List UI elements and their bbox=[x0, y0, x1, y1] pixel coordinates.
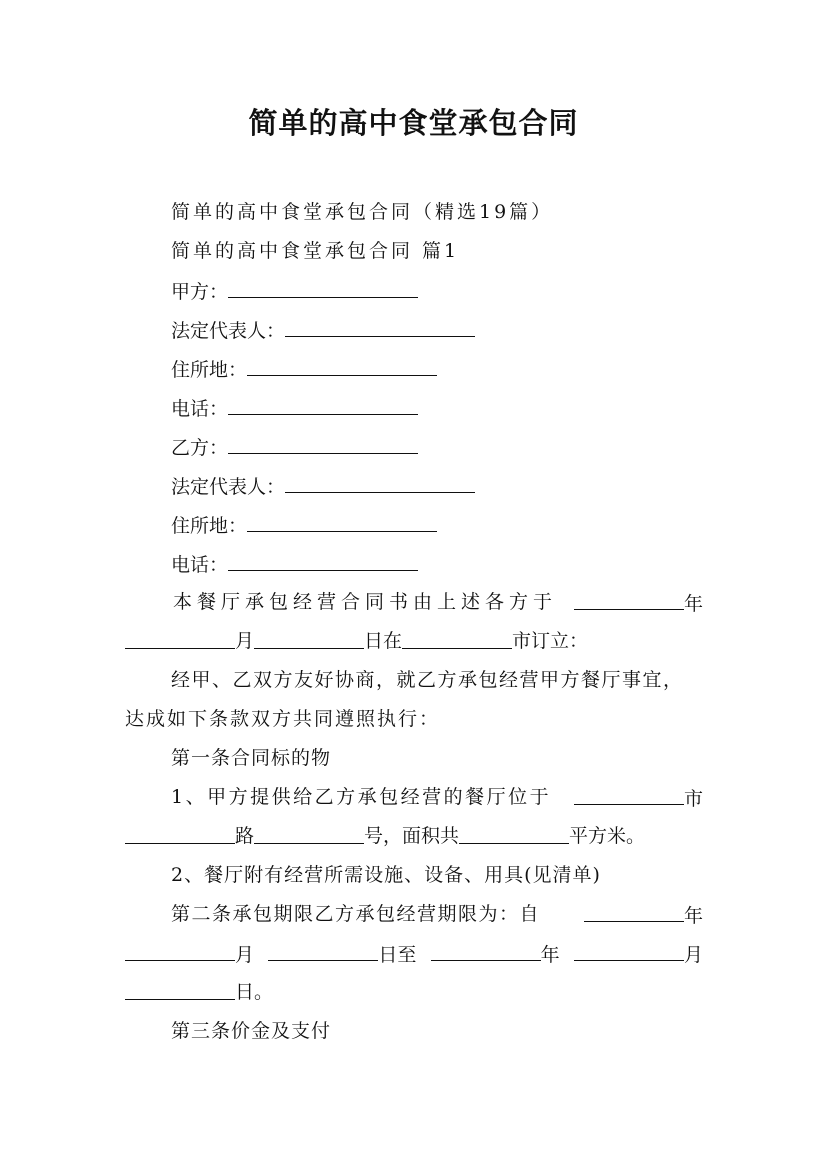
intro-city-blank bbox=[402, 628, 512, 649]
party-b-address-label: 住所地： bbox=[171, 515, 248, 537]
intro-year-blank bbox=[574, 589, 684, 610]
party-a-rep-label: 法定代表人： bbox=[171, 320, 286, 342]
article-2-line-3 bbox=[125, 979, 703, 1005]
party-b-rep-line bbox=[171, 472, 475, 500]
article-2-month2-group bbox=[574, 940, 703, 968]
intro-line-2 bbox=[125, 628, 703, 654]
document-title: 简单的高中食堂承包合同 bbox=[248, 106, 579, 140]
article-2-day-blank bbox=[268, 940, 378, 961]
party-a-blank bbox=[228, 277, 418, 298]
article-2-month-label: 月 bbox=[235, 944, 255, 966]
article-1-heading: 第一条合同标的物 bbox=[171, 747, 332, 769]
intro-text: 本餐厅承包经营合同书由上述各方于 bbox=[173, 591, 558, 613]
article-2-month2-label: 月 bbox=[683, 944, 703, 966]
article-2-year2-group bbox=[431, 940, 560, 968]
article-2-day-to-label: 日至 bbox=[378, 944, 417, 966]
party-b-phone-line bbox=[171, 550, 418, 578]
article-1-number-blank bbox=[254, 823, 364, 844]
article-1-city-group bbox=[574, 784, 703, 812]
article-1-sqm-label: 平方米。 bbox=[569, 825, 646, 847]
article-2-month-blank bbox=[125, 940, 235, 961]
article-2-day-end-label: 日。 bbox=[235, 981, 274, 1003]
article-2-month2-blank bbox=[574, 940, 684, 961]
article-1-road-blank bbox=[125, 823, 235, 844]
article-1-number-label: 号，面积共 bbox=[364, 825, 460, 847]
article-1-item-1-text: 1、甲方提供给乙方承包经营的餐厅位于 bbox=[171, 786, 552, 808]
article-2-year2-blank bbox=[431, 940, 541, 961]
party-a-address-label: 住所地： bbox=[171, 359, 248, 381]
intro-line-1 bbox=[125, 589, 703, 617]
intro-month-label: 月 bbox=[235, 630, 255, 652]
article-1-area-blank bbox=[459, 823, 569, 844]
party-a-rep-blank bbox=[285, 316, 475, 337]
section-heading: 简单的高中食堂承包合同 篇1 bbox=[171, 240, 460, 262]
party-a-rep-line bbox=[171, 316, 475, 344]
intro-year-label: 年 bbox=[683, 593, 703, 615]
party-b-blank bbox=[228, 433, 418, 454]
article-1-road-label: 路 bbox=[235, 825, 255, 847]
article-2-year-label: 年 bbox=[683, 905, 703, 927]
article-1-item-1-line-1 bbox=[125, 784, 703, 812]
party-b-rep-label: 法定代表人： bbox=[171, 476, 286, 498]
party-a-phone-blank bbox=[228, 394, 418, 415]
article-2-month-group bbox=[125, 940, 254, 968]
article-3-heading: 第三条价金及支付 bbox=[171, 1020, 332, 1042]
article-2-end-day-blank bbox=[125, 979, 235, 1000]
article-1-item-2: 2、餐厅附有经营所需设施、设备、用具(见清单) bbox=[171, 864, 601, 886]
preamble-text-2: 达成如下条款双方共同遵照执行： bbox=[125, 708, 441, 730]
party-b-phone-blank bbox=[228, 550, 418, 571]
intro-year-group bbox=[574, 589, 703, 617]
article-2-line-2 bbox=[125, 940, 703, 968]
preamble-line-1 bbox=[125, 667, 703, 693]
party-a-line bbox=[171, 277, 418, 305]
party-b-address-line bbox=[171, 511, 437, 539]
article-2-text: 第二条承包期限乙方承包经营期限为：自 bbox=[171, 903, 541, 925]
article-1-city-blank bbox=[574, 784, 684, 805]
party-a-address-blank bbox=[247, 355, 437, 376]
party-b-line bbox=[171, 433, 418, 461]
document-subtitle: 简单的高中食堂承包合同（精选19篇） bbox=[171, 201, 554, 223]
preamble-text-1: 经甲、乙双方友好协商，就乙方承包经营甲方餐厅事宜， bbox=[171, 669, 684, 691]
article-2-year-group bbox=[584, 901, 703, 929]
party-b-label: 乙方： bbox=[171, 437, 229, 459]
article-2-line-1 bbox=[125, 901, 703, 929]
party-a-phone-line bbox=[171, 394, 418, 422]
article-2-year-blank bbox=[584, 901, 684, 922]
article-1-item-1-line-2 bbox=[125, 823, 703, 849]
intro-month-blank bbox=[125, 628, 235, 649]
intro-signed-label: 市订立： bbox=[512, 630, 589, 652]
article-2-day-group bbox=[268, 940, 416, 968]
party-b-phone-label: 电话： bbox=[171, 554, 229, 576]
party-b-address-blank bbox=[247, 511, 437, 532]
party-a-label: 甲方： bbox=[171, 281, 229, 303]
article-1-city-label: 市 bbox=[683, 788, 703, 810]
intro-day-label: 日在 bbox=[364, 630, 403, 652]
intro-day-blank bbox=[254, 628, 364, 649]
party-a-phone-label: 电话： bbox=[171, 398, 229, 420]
party-b-rep-blank bbox=[285, 472, 475, 493]
article-2-year2-label: 年 bbox=[540, 944, 560, 966]
party-a-address-line bbox=[171, 355, 437, 383]
